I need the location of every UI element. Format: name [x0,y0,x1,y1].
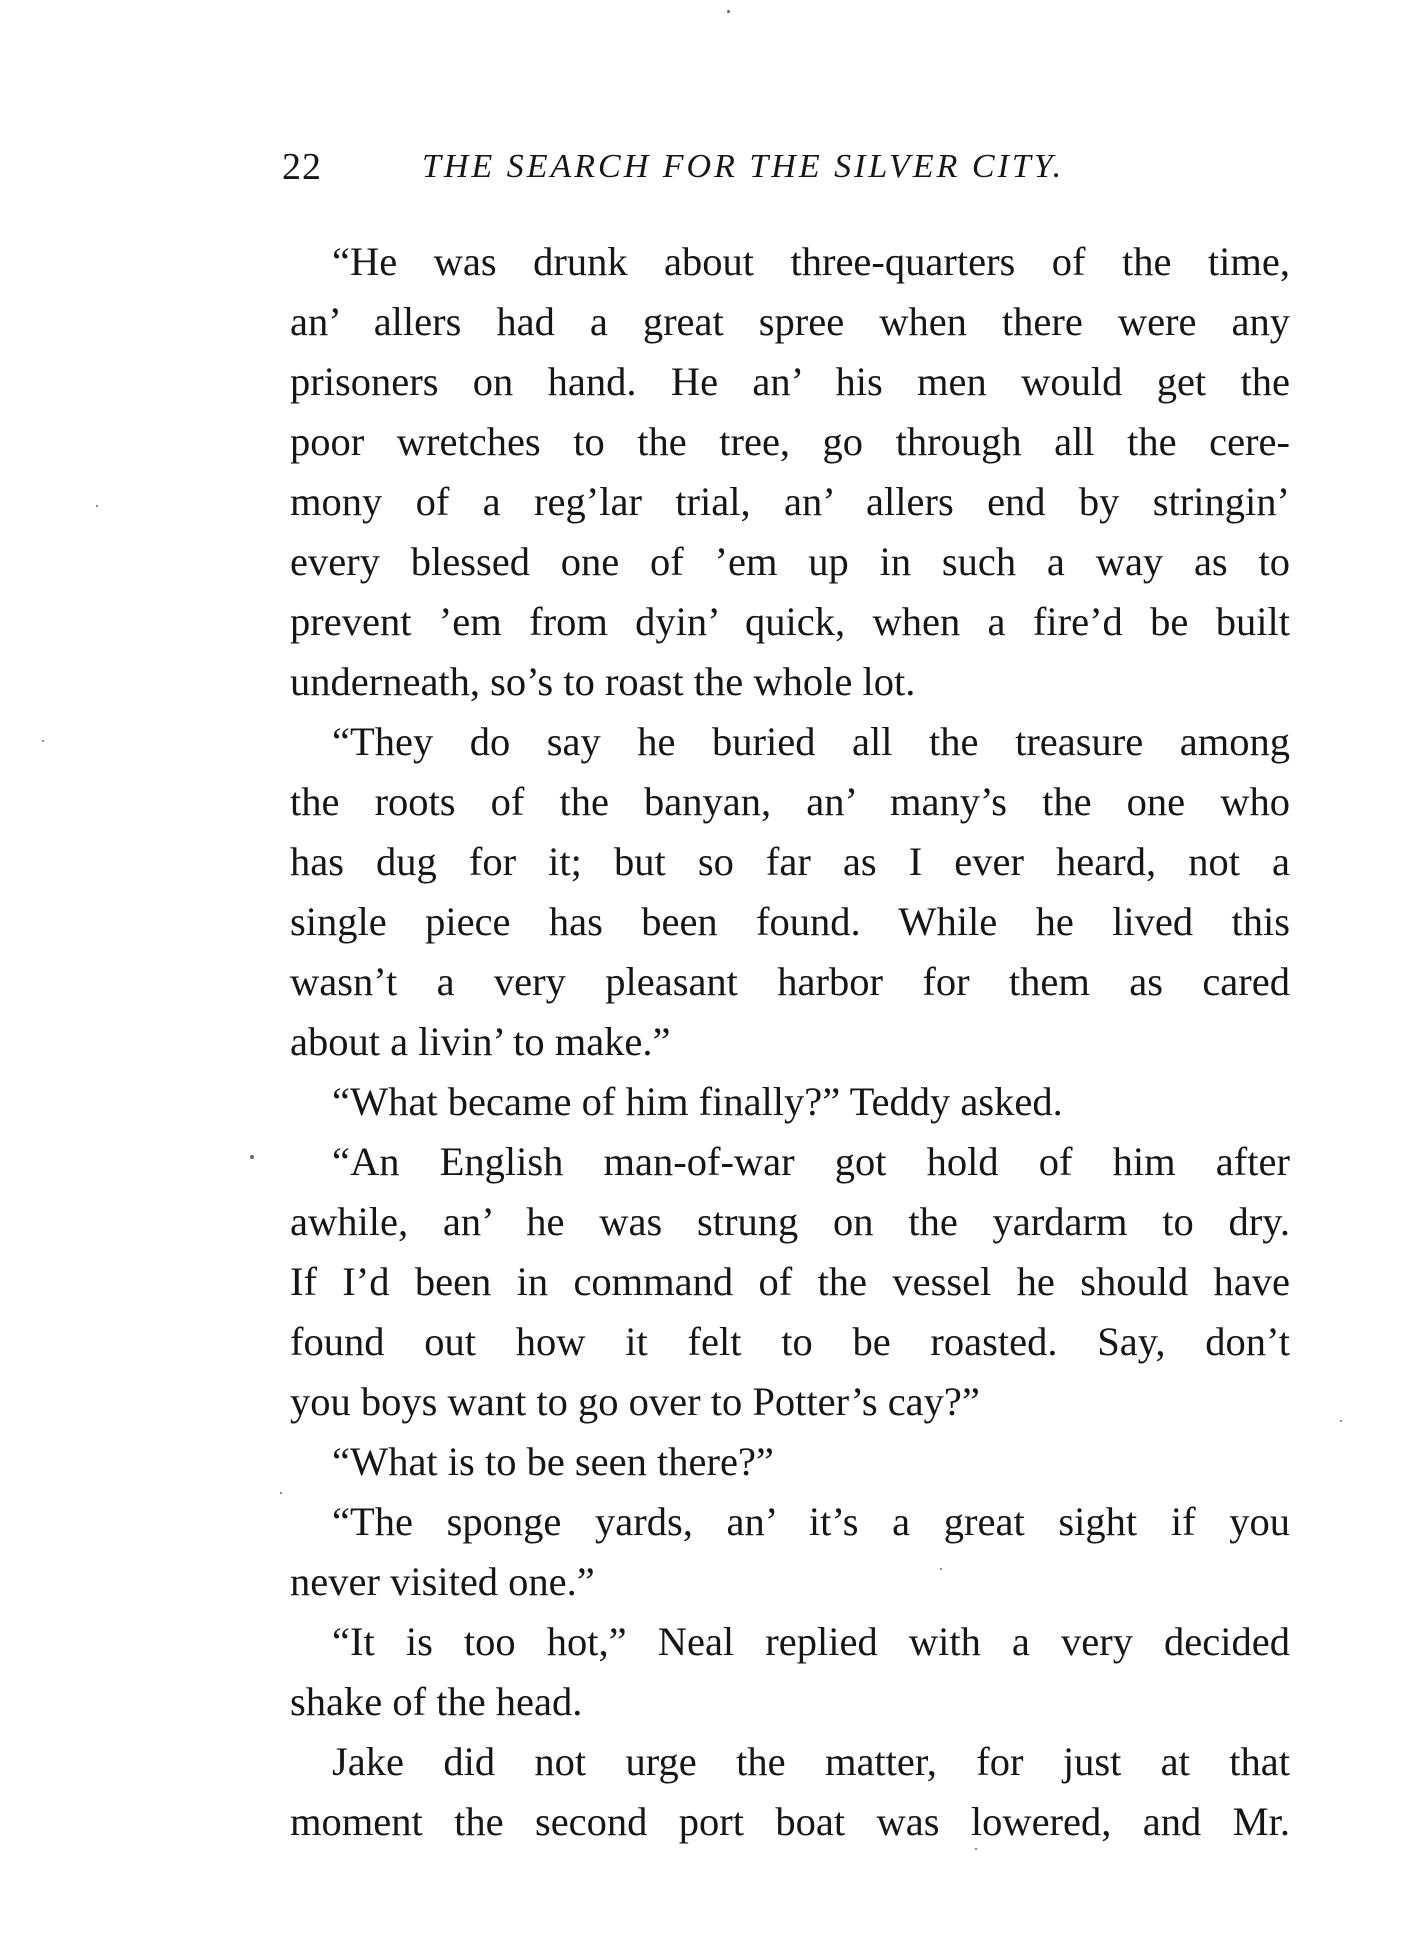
paper-speck [975,1848,977,1850]
paper-speck [42,740,44,742]
text-line: the roots of the banyan, an’ many’s the one who [290,779,1290,824]
body-text [290,232,1290,1852]
paper-speck [96,505,98,507]
text-line: “The sponge yards, an’ it’s a great sight if you [332,1499,1290,1544]
text-line: poor wretches to the tree, go through all the cere- [290,419,1290,464]
paper-speck [940,1568,942,1570]
text-line: “It is too hot,” Neal replied with a very decided [332,1619,1290,1664]
text-line: Jake did not urge the matter, for just at that [332,1739,1290,1784]
text-line: “They do say he buried all the treasure among [332,719,1290,764]
paper-speck [1340,1420,1342,1422]
paper-speck [727,10,730,13]
text-line: “An English man-of-war got hold of him after [332,1139,1290,1184]
paper-speck [280,1492,282,1494]
text-line: wasn’t a very pleasant harbor for them as cared [290,959,1290,1004]
text-line: “He was drunk about three-quarters of the time, [332,239,1290,284]
text-line: prisoners on hand. He an’ his men would get the [290,359,1290,404]
running-title: THE SEARCH FOR THE SILVER CITY. [422,148,1065,185]
text-line: found out how it felt to be roasted. Say, don’t [290,1319,1290,1364]
text-line: moment the second port boat was lowered, and Mr. [290,1799,1290,1844]
text-line: never visited one.” [290,1559,595,1604]
text-line: you boys want to go over to Potter’s cay?” [290,1379,980,1424]
paper-speck [250,1155,254,1159]
text-line: has dug for it; but so far as I ever heard, not a [290,839,1290,884]
text-line: “What is to be seen there?” [332,1439,774,1484]
text-line: If I’d been in command of the vessel he should have [290,1259,1290,1304]
text-line: single piece has been found. While he lived this [290,899,1290,944]
text-line: prevent ’em from dyin’ quick, when a fire’d be built [290,599,1290,644]
text-line: about a livin’ to make.” [290,1019,671,1064]
page-number: 22 [282,146,322,188]
text-line: awhile, an’ he was strung on the yardarm to dry. [290,1199,1290,1244]
text-line: “What became of him finally?” Teddy asked. [332,1079,1063,1124]
text-line: mony of a reg’lar trial, an’ allers end by stringin’ [290,479,1290,524]
text-line: an’ allers had a great spree when there were any [290,299,1290,344]
text-line: underneath, so’s to roast the whole lot. [290,659,916,704]
text-line: every blessed one of ’em up in such a way as to [290,539,1290,584]
page-header [282,142,1292,192]
text-line: shake of the head. [290,1679,583,1724]
